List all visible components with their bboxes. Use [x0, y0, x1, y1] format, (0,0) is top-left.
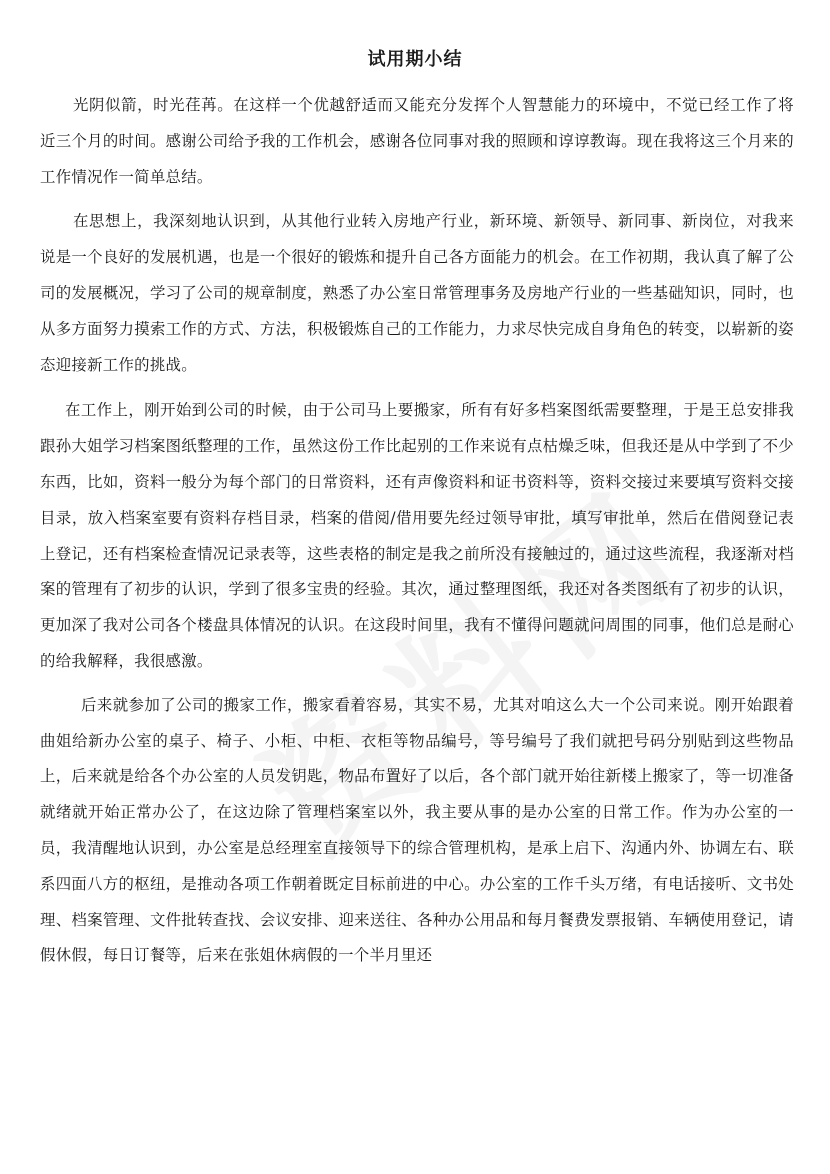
- paragraph-thinking: 在思想上，我深刻地认识到，从其他行业转入房地产行业，新环境、新领导、新同事、新岗位，对我来说是一个良好的发展机遇，也是一个很好的锻炼和提升自己各方面能力的机会。在工作初期，我认真了解了公司的发展概况，学习了公司的规章制度，熟悉了办公室日常管理事务及房地产行业的一些基础知识，同时，也从多方面努力摸索工作的方式、方法，积极锻炼自己的工作能力，力求尽快完成自身角色的转变，以崭新的姿态迎接新工作的挑战。: [40, 212, 794, 374]
- paragraph-intro: 光阴似箭，时光荏苒。在这样一个优越舒适而又能充分发挥个人智慧能力的环境中，不觉已经工作了将近三个月的时间。感谢公司给予我的工作机会，感谢各位同事对我的照顾和谆谆教诲。现在我将这三个月来的工作情况作一简单总结。: [40, 96, 794, 186]
- paragraph-moving: 后来就参加了公司的搬家工作，搬家看着容易，其实不易，尤其对咱这么大一个公司来说。刚开始跟着曲姐给新办公室的桌子、椅子、小柜、中柜、衣柜等物品编号，等号编号了我们就把号码分别贴到这些物品上，后来就是给各个办公室的人员发钥匙，物品布置好了以后，各个部门就开始往新楼上搬家了，等一切准备就绪就开始正常办公了，在这边除了管理档案室以外，我主要从事的是办公室的日常工作。作为办公室的一员，我清醒地认识到，办公室是总经理室直接领导下的综合管理机构，是承上启下、沟通内外、协调左右、联系四面八方的枢纽，是推动各项工作朝着既定目标前进的中心。办公室的工作千头万绪，有电话接听、文书处理、档案管理、文件批转查找、会议安排、迎来送往、各种办公用品和每月餐费发票报销、车辆使用登记，请假休假，每日订餐等，后来在张姐休病假的一个半月里还: [40, 695, 794, 965]
- document-body: [40, 88, 794, 974]
- paragraph-work: 在工作上，刚开始到公司的时候，由于公司马上要搬家，所有有好多档案图纸需要整理，于是王总安排我跟孙大姐学习档案图纸整理的工作，虽然这份工作比起别的工作来说有点枯燥乏味，但我还是从中学到了不少东西，比如，资料一般分为每个部门的日常资料，还有声像资料和证书资料等，资料交接过来要填写资料交接目录，放入档案室要有资料存档目录，档案的借阅/借用要先经过领导审批，填写审批单，然后在借阅登记表上登记，还有档案检查情况记录表等，这些表格的制定是我之前所没有接触过的，通过这些流程，我逐渐对档案的管理有了初步的认识，学到了很多宝贵的经验。其次，通过整理图纸，我还对各类图纸有了初步的认识，更加深了我对公司各个楼盘具体情况的认识。在这段时间里，我有不懂得问题就问周围的同事，他们总是耐心的给我解释，我很感激。: [40, 401, 794, 670]
- page-title: 试用期小结: [367, 49, 463, 70]
